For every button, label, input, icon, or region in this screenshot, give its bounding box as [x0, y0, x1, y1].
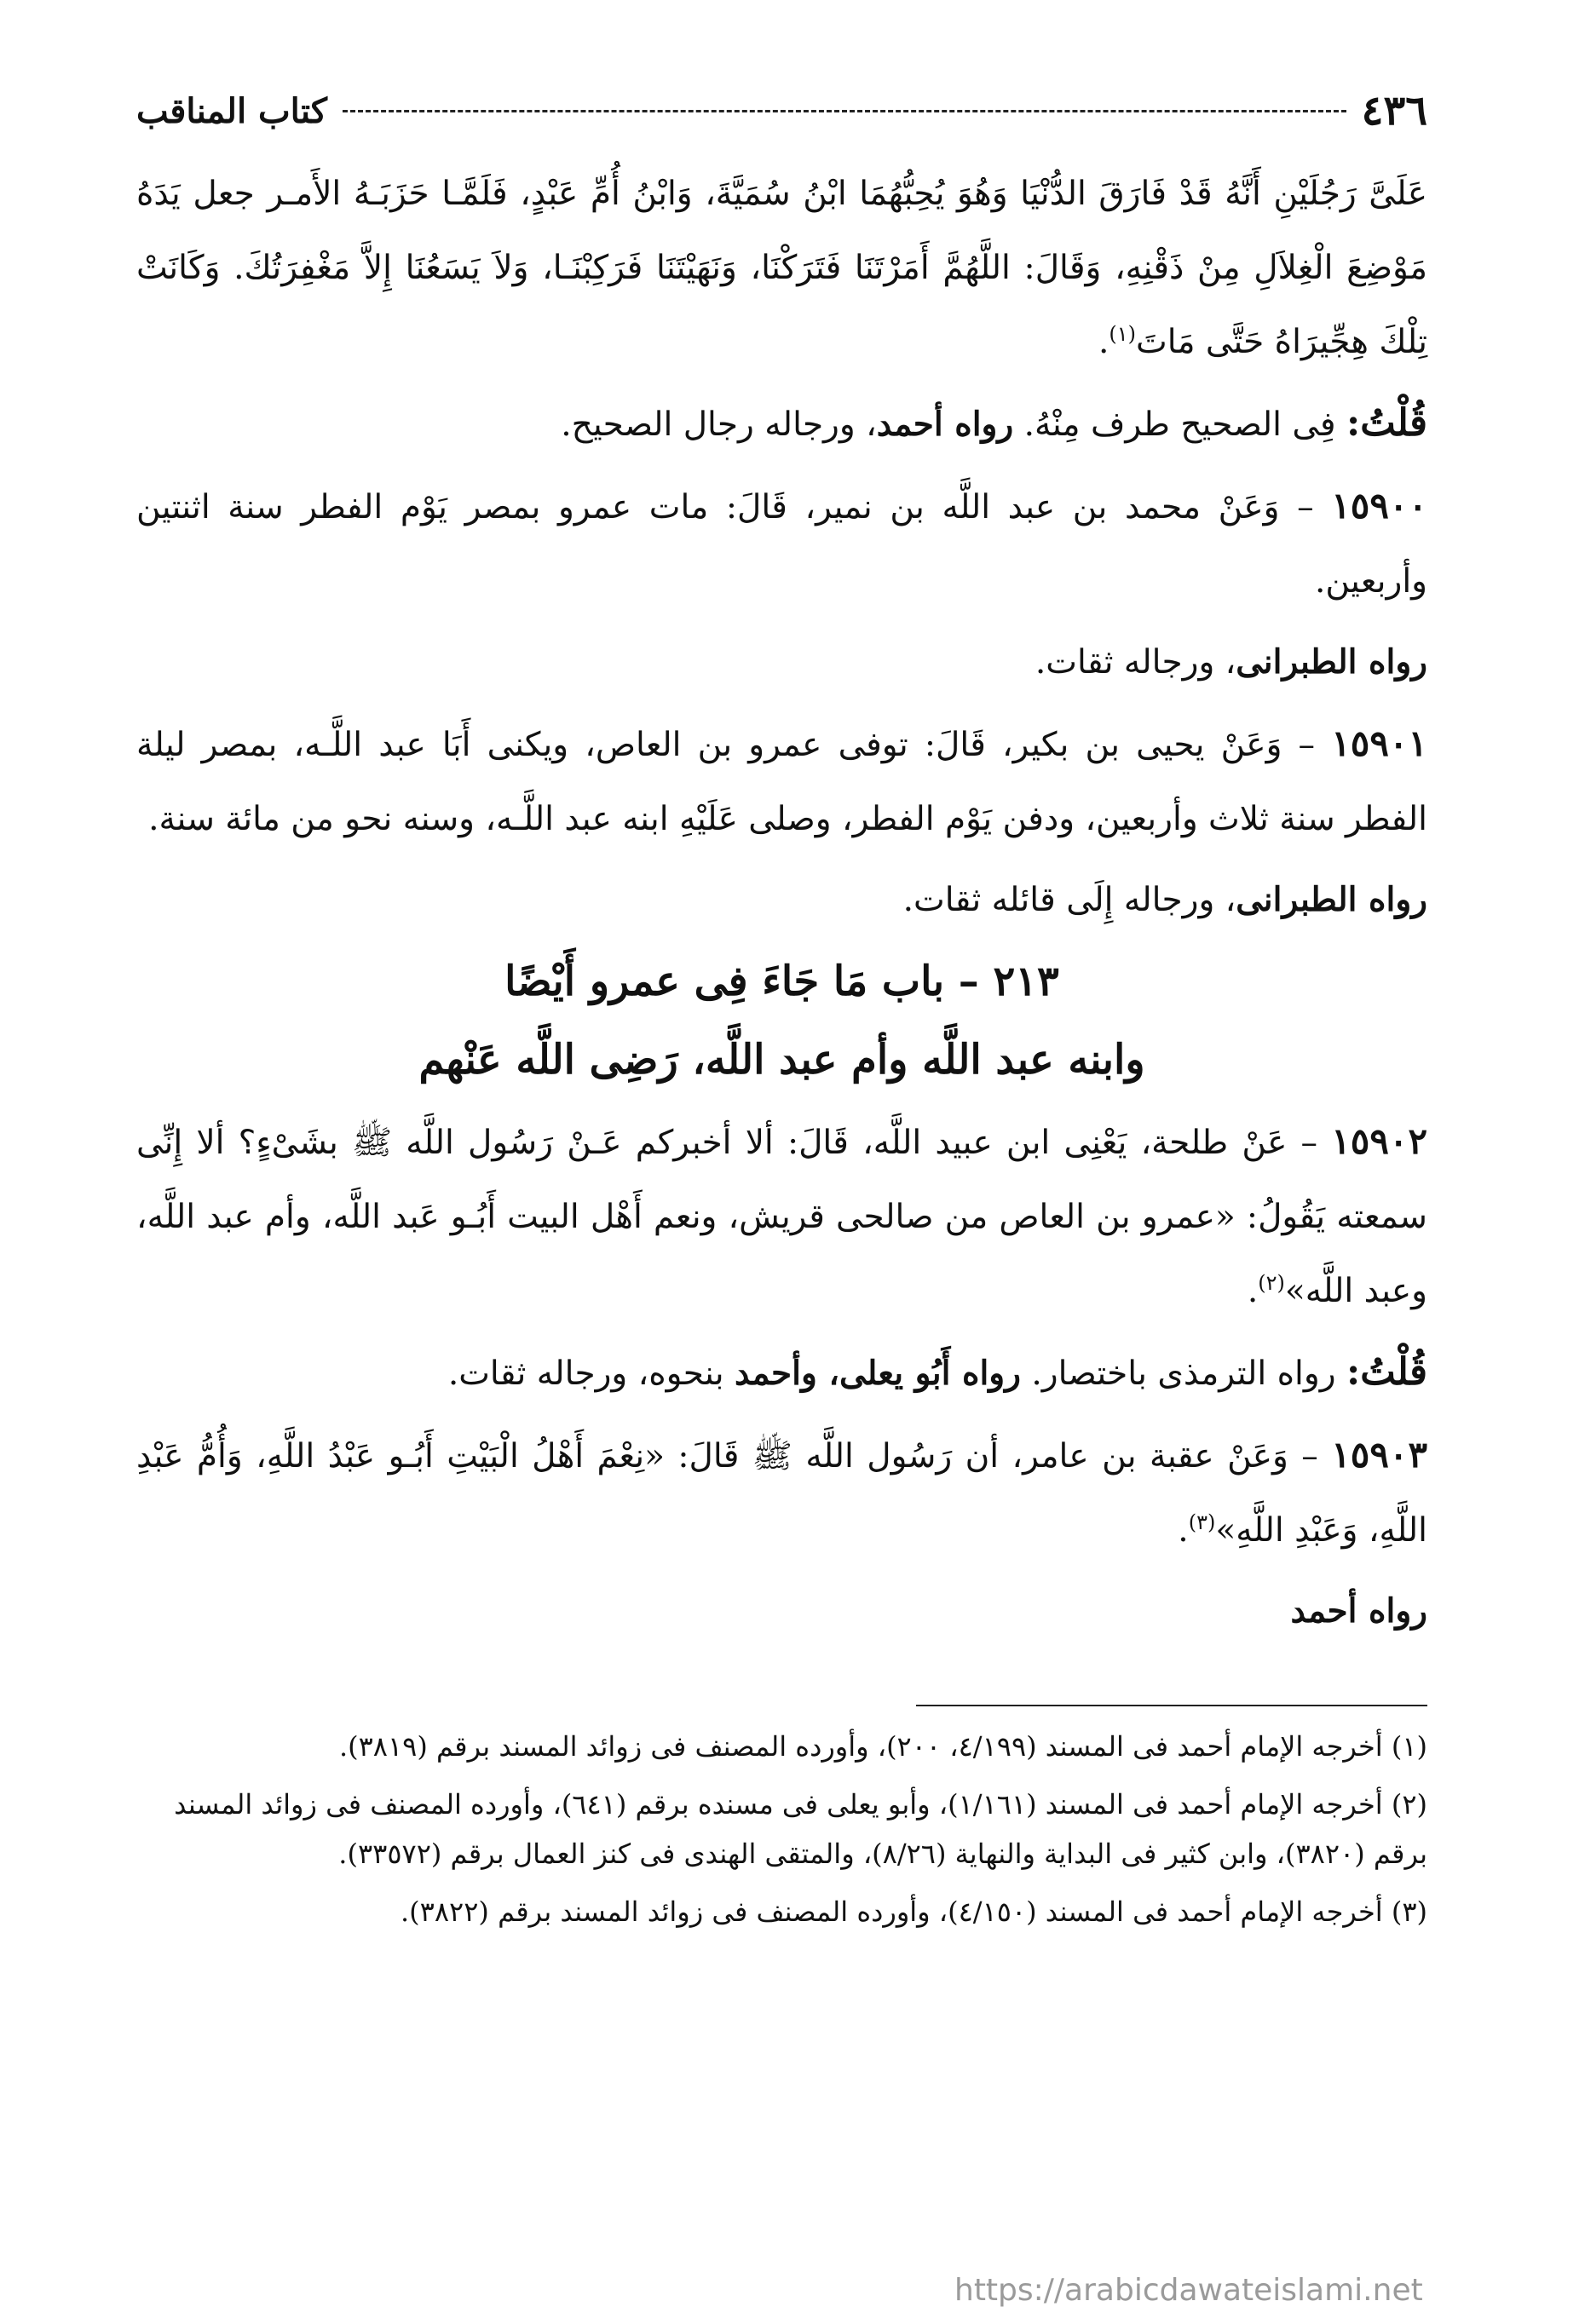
watermark-url: https://arabicdawateislami.net	[954, 2273, 1423, 2308]
hadith-15901: ١٥٩٠١ – وَعَنْ يحيى بن بكير، قَالَ: توفى عمرو بن العاص، ويكنى أَبَا عبد اللَّـه، بمصر ليلة الفطر سنة ثلاث وأربعين، ودفن يَوْم الفطر، وصلى عَلَيْهِ ابنه عبد اللَّـه، وسنه نحو من مائة سنة.	[136, 722, 1427, 838]
chapter-heading	[136, 942, 1427, 1099]
footnote-3: (٣) أخرجه الإمام أحمد فى المسند (٤/١٥٠)، وأورده المصنف فى زوائد المسند برقم (٣٨٢٢).	[401, 1895, 1427, 1928]
hadith-15903: ١٥٩٠٣ – وَعَنْ عقبة بن عامر، أن رَسُول اللَّه ﷺ قَالَ: «نِعْمَ أَهْلُ الْبَيْتِ أَبُـو عَبْدُ اللَّهِ، وَأُمُّ عَبْدِ اللَّهِ، وَعَبْدِ اللَّهِ»$^{(٣)}$.	[136, 1434, 1427, 1550]
main-text	[136, 157, 1427, 1648]
narration-note-1: رواه الطبرانى، ورجاله ثقات.	[1035, 642, 1427, 682]
hadith-number: ١٥٩٠١	[1331, 722, 1427, 764]
footnote-ref-2: (٢)	[1258, 1271, 1285, 1295]
hadith-number: ١٥٩٠٢	[1331, 1120, 1427, 1162]
chapter-title-line-2: وابنه عبد اللَّه وأم عبد اللَّه، رَضِى اللَّه عَنْهم	[418, 1036, 1145, 1084]
narration-note-3: رواه أحمد	[1290, 1591, 1427, 1631]
chapter-title-line-1: ٢١٣ – باب مَا جَاءَ فِى عمرو أَيْضًا	[504, 958, 1059, 1005]
footnote-1: (١) أخرجه الإمام أحمد فى المسند (٤/١٩٩، ٢٠٠)، وأورده المصنف فى زوائد المسند برقم (٣٨١٩).	[338, 1730, 1427, 1763]
footnote-ref-1: (١)	[1109, 322, 1136, 346]
page-number: ٤٣٦	[1361, 87, 1427, 135]
commentary-1: قُلْتُ: فِى الصحيح طرف مِنْهُ. رواه أحمد، ورجاله رجال الصحيح.	[561, 401, 1427, 445]
paragraph-continuation: عَلَىَّ رَجُلَيْنِ أَنَّهُ قَدْ فَارَقَ الدُّنْيَا وَهُوَ يُحِبُّهُمَا ابْنُ سُمَيَّةَ، وَابْنُ أُمِّ عَبْدٍ، فَلَمَّـا حَزَبَـهُ الأَمـر جعل يَدَهُ مَوْضِعَ الْغِلاَلِ مِنْ ذَقْنِهِ، وَقَالَ: اللَّهُمَّ أَمَرْتَنَا فَتَرَكْنَا، وَنَهَيْتَنَا فَرَكِبْنَـا، وَلاَ يَسَعُنَا إِلاَّ مَغْفِرَتُكَ. وَكَانَتْ تِلْكَ هِجِّيرَاهُ حَتَّى مَاتَ$^{(١)}$.	[136, 175, 1427, 361]
footnote-ref-3: (٣)	[1188, 1510, 1216, 1534]
book-page	[136, 77, 1427, 2292]
narration-note-2: رواه الطبرانى، ورجاله إِلَى قائله ثقات.	[902, 880, 1427, 919]
header-dashed-rule	[343, 110, 1346, 112]
hadith-number: ١٥٩٠٣	[1331, 1434, 1427, 1476]
page-header	[136, 77, 1427, 145]
commentary-2: قُلْتُ: رواه الترمذى باختصار. رواه أَبُو يعلى، وأحمد بنحوه، ورجاله ثقات.	[447, 1350, 1427, 1394]
footnotes	[136, 1722, 1427, 1936]
hadith-15900: ١٥٩٠٠ – وَعَنْ محمد بن عبد اللَّه بن نمير، قَالَ: مات عمرو بمصر يَوْم الفطر سنة اثنتين وأربعين.	[136, 485, 1427, 601]
hadith-number: ١٥٩٠٠	[1331, 485, 1427, 526]
book-title: كتاب المناقب	[136, 90, 327, 131]
hadith-15902: ١٥٩٠٢ – عَنْ طلحة، يَعْنِى ابن عبيد اللَّه، قَالَ: ألا أخبركم عَـنْ رَسُول اللَّه ﷺ بشَىْءٍ؟ ألا إِنِّى سمعته يَقُولُ: «عمرو بن العاص من صالحى قريش، ونعم أَهْل البيت أَبُـو عَبد اللَّه، وأم عبد اللَّه، وعبد اللَّه»$^{(٢)}$.	[136, 1120, 1427, 1310]
footnote-2: (٢) أخرجه الإمام أحمد فى المسند (١/١٦١)، وأبو يعلى فى مسنده برقم (٦٤١)، وأورده المصنف فى زوائد المسند برقم (٣٨٢٠)، وابن كثير فى البداية والنهاية (٨/٢٦)، والمتقى الهندى فى كنز العمال برقم (٣٣٥٧٢).	[174, 1788, 1427, 1870]
footnote-separator	[916, 1705, 1427, 1706]
